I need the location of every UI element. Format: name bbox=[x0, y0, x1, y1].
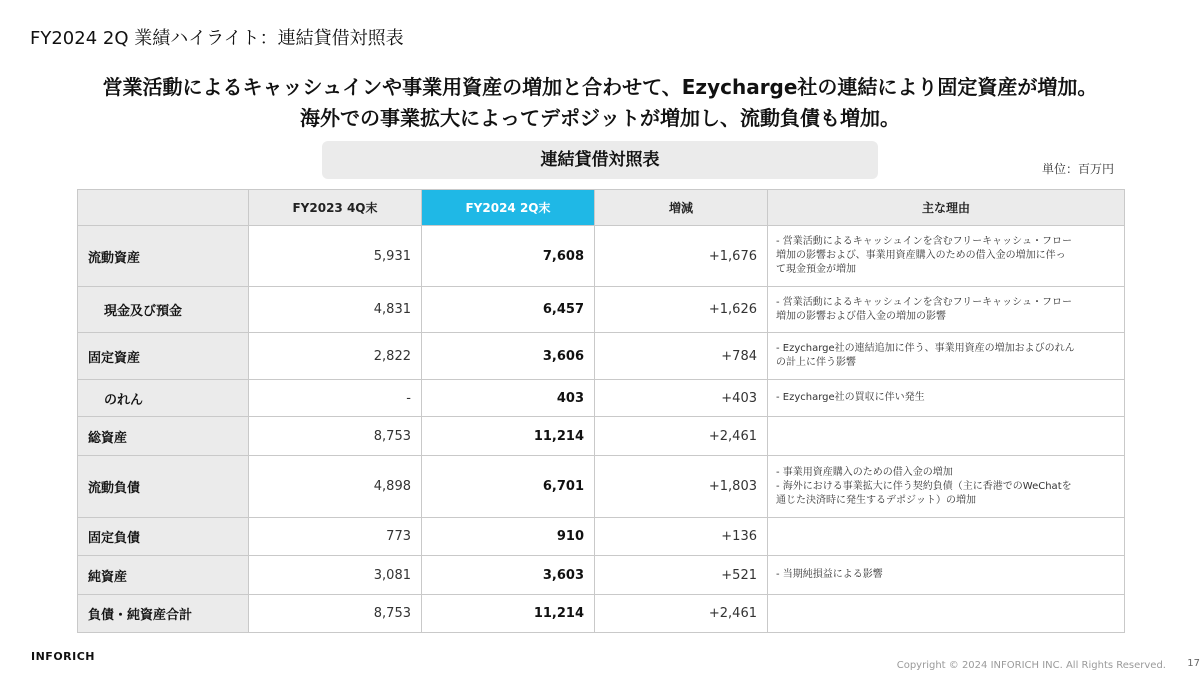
reason-line: 増加の影響および、事業用資産購入のための借入金の増加に伴っ bbox=[776, 250, 1066, 261]
row-label: 負債・純資産合計 bbox=[78, 595, 249, 633]
reason-line: - 当期純損益による影響 bbox=[776, 569, 883, 580]
headline-line-2: 海外での事業拡大によってデポジットが増加し、流動負債も増加。 bbox=[300, 106, 900, 130]
reason-cell bbox=[768, 595, 1125, 633]
current-value: 403 bbox=[422, 380, 595, 417]
table-row bbox=[78, 417, 1125, 456]
reason-line: 増加の影響および借入金の増加の影響 bbox=[776, 310, 946, 322]
table-row bbox=[78, 518, 1125, 556]
reason-line: - 海外における事業拡大に伴う契約負債（主に香港でのWeChatを bbox=[776, 480, 1072, 492]
table-row bbox=[78, 595, 1125, 633]
prev-value: - bbox=[249, 380, 422, 417]
prev-value: 4,831 bbox=[249, 287, 422, 333]
row-label: のれん bbox=[78, 380, 249, 417]
unit-label: 単位：百万円 bbox=[1041, 162, 1114, 176]
table-row bbox=[78, 380, 1125, 417]
current-value: 11,214 bbox=[422, 417, 595, 456]
reason-line: - Ezycharge社の連結追加に伴う、事業用資産の増加およびのれん bbox=[776, 343, 1075, 354]
reason-cell bbox=[768, 287, 1125, 333]
change-value: +136 bbox=[595, 518, 768, 556]
current-value: 3,606 bbox=[422, 333, 595, 380]
prev-value: 5,931 bbox=[249, 226, 422, 287]
prev-value: 8,753 bbox=[249, 417, 422, 456]
reason-cell bbox=[768, 556, 1125, 595]
table-row bbox=[78, 556, 1125, 595]
reason-line: の計上に伴う影響 bbox=[776, 357, 856, 368]
reason-line: 通じた決済時に発生するデポジット）の増加 bbox=[776, 494, 976, 506]
header-corner-cell bbox=[78, 190, 249, 226]
header-current-period: FY2024 2Q末 bbox=[422, 190, 595, 226]
table-row bbox=[78, 287, 1125, 333]
prev-value: 4,898 bbox=[249, 456, 422, 518]
table-row bbox=[78, 226, 1125, 287]
reason-line: - 事業用資産購入のための借入金の増加 bbox=[776, 466, 953, 478]
current-value: 6,701 bbox=[422, 456, 595, 518]
header-change: 増減 bbox=[595, 190, 768, 226]
header-prev-period: FY2023 4Q末 bbox=[249, 190, 422, 226]
current-value: 6,457 bbox=[422, 287, 595, 333]
table-row bbox=[78, 456, 1125, 518]
prev-value: 3,081 bbox=[249, 556, 422, 595]
reason-line: - Ezycharge社の買収に伴い発生 bbox=[776, 392, 925, 403]
change-value: +2,461 bbox=[595, 595, 768, 633]
prev-value: 8,753 bbox=[249, 595, 422, 633]
company-logo: INFORICH bbox=[31, 650, 96, 663]
reason-cell bbox=[768, 456, 1125, 518]
reason-line: - 営業活動によるキャッシュインを含むフリーキャッシュ・フロー bbox=[776, 236, 1072, 247]
change-value: +403 bbox=[595, 380, 768, 417]
row-label: 流動負債 bbox=[78, 456, 249, 518]
current-value: 11,214 bbox=[422, 595, 595, 633]
reason-line: - 営業活動によるキャッシュインを含むフリーキャッシュ・フロー bbox=[776, 296, 1072, 308]
change-value: +2,461 bbox=[595, 417, 768, 456]
headline-line-1: 営業活動によるキャッシュインや事業用資産の増加と合わせて、Ezycharge社の連結により固定資産が増加。 bbox=[102, 75, 1098, 99]
reason-cell bbox=[768, 417, 1125, 456]
reason-cell bbox=[768, 518, 1125, 556]
table-header-row bbox=[78, 190, 1125, 226]
change-value: +784 bbox=[595, 333, 768, 380]
change-value: +521 bbox=[595, 556, 768, 595]
reason-cell bbox=[768, 226, 1125, 287]
row-label: 総資産 bbox=[78, 417, 249, 456]
balance-sheet-table bbox=[77, 189, 1125, 633]
reason-line: て現金預金が増加 bbox=[776, 264, 856, 275]
reason-cell bbox=[768, 380, 1125, 417]
page-number: 17 bbox=[1187, 658, 1200, 669]
change-value: +1,676 bbox=[595, 226, 768, 287]
change-value: +1,626 bbox=[595, 287, 768, 333]
page-title: FY2024 2Q 業績ハイライト：連結貸借対照表 bbox=[30, 28, 404, 49]
change-value: +1,803 bbox=[595, 456, 768, 518]
row-label: 固定負債 bbox=[78, 518, 249, 556]
current-value: 7,608 bbox=[422, 226, 595, 287]
header-reason: 主な理由 bbox=[768, 190, 1125, 226]
table-row bbox=[78, 333, 1125, 380]
current-value: 3,603 bbox=[422, 556, 595, 595]
row-label: 純資産 bbox=[78, 556, 249, 595]
copyright: Copyright © 2024 INFORICH INC. All Rights Reserved. bbox=[896, 660, 1166, 671]
row-label: 固定資産 bbox=[78, 333, 249, 380]
table-title: 連結貸借対照表 bbox=[322, 141, 878, 179]
row-label: 現金及び預金 bbox=[78, 287, 249, 333]
prev-value: 2,822 bbox=[249, 333, 422, 380]
row-label: 流動資産 bbox=[78, 226, 249, 287]
current-value: 910 bbox=[422, 518, 595, 556]
reason-cell bbox=[768, 333, 1125, 380]
prev-value: 773 bbox=[249, 518, 422, 556]
